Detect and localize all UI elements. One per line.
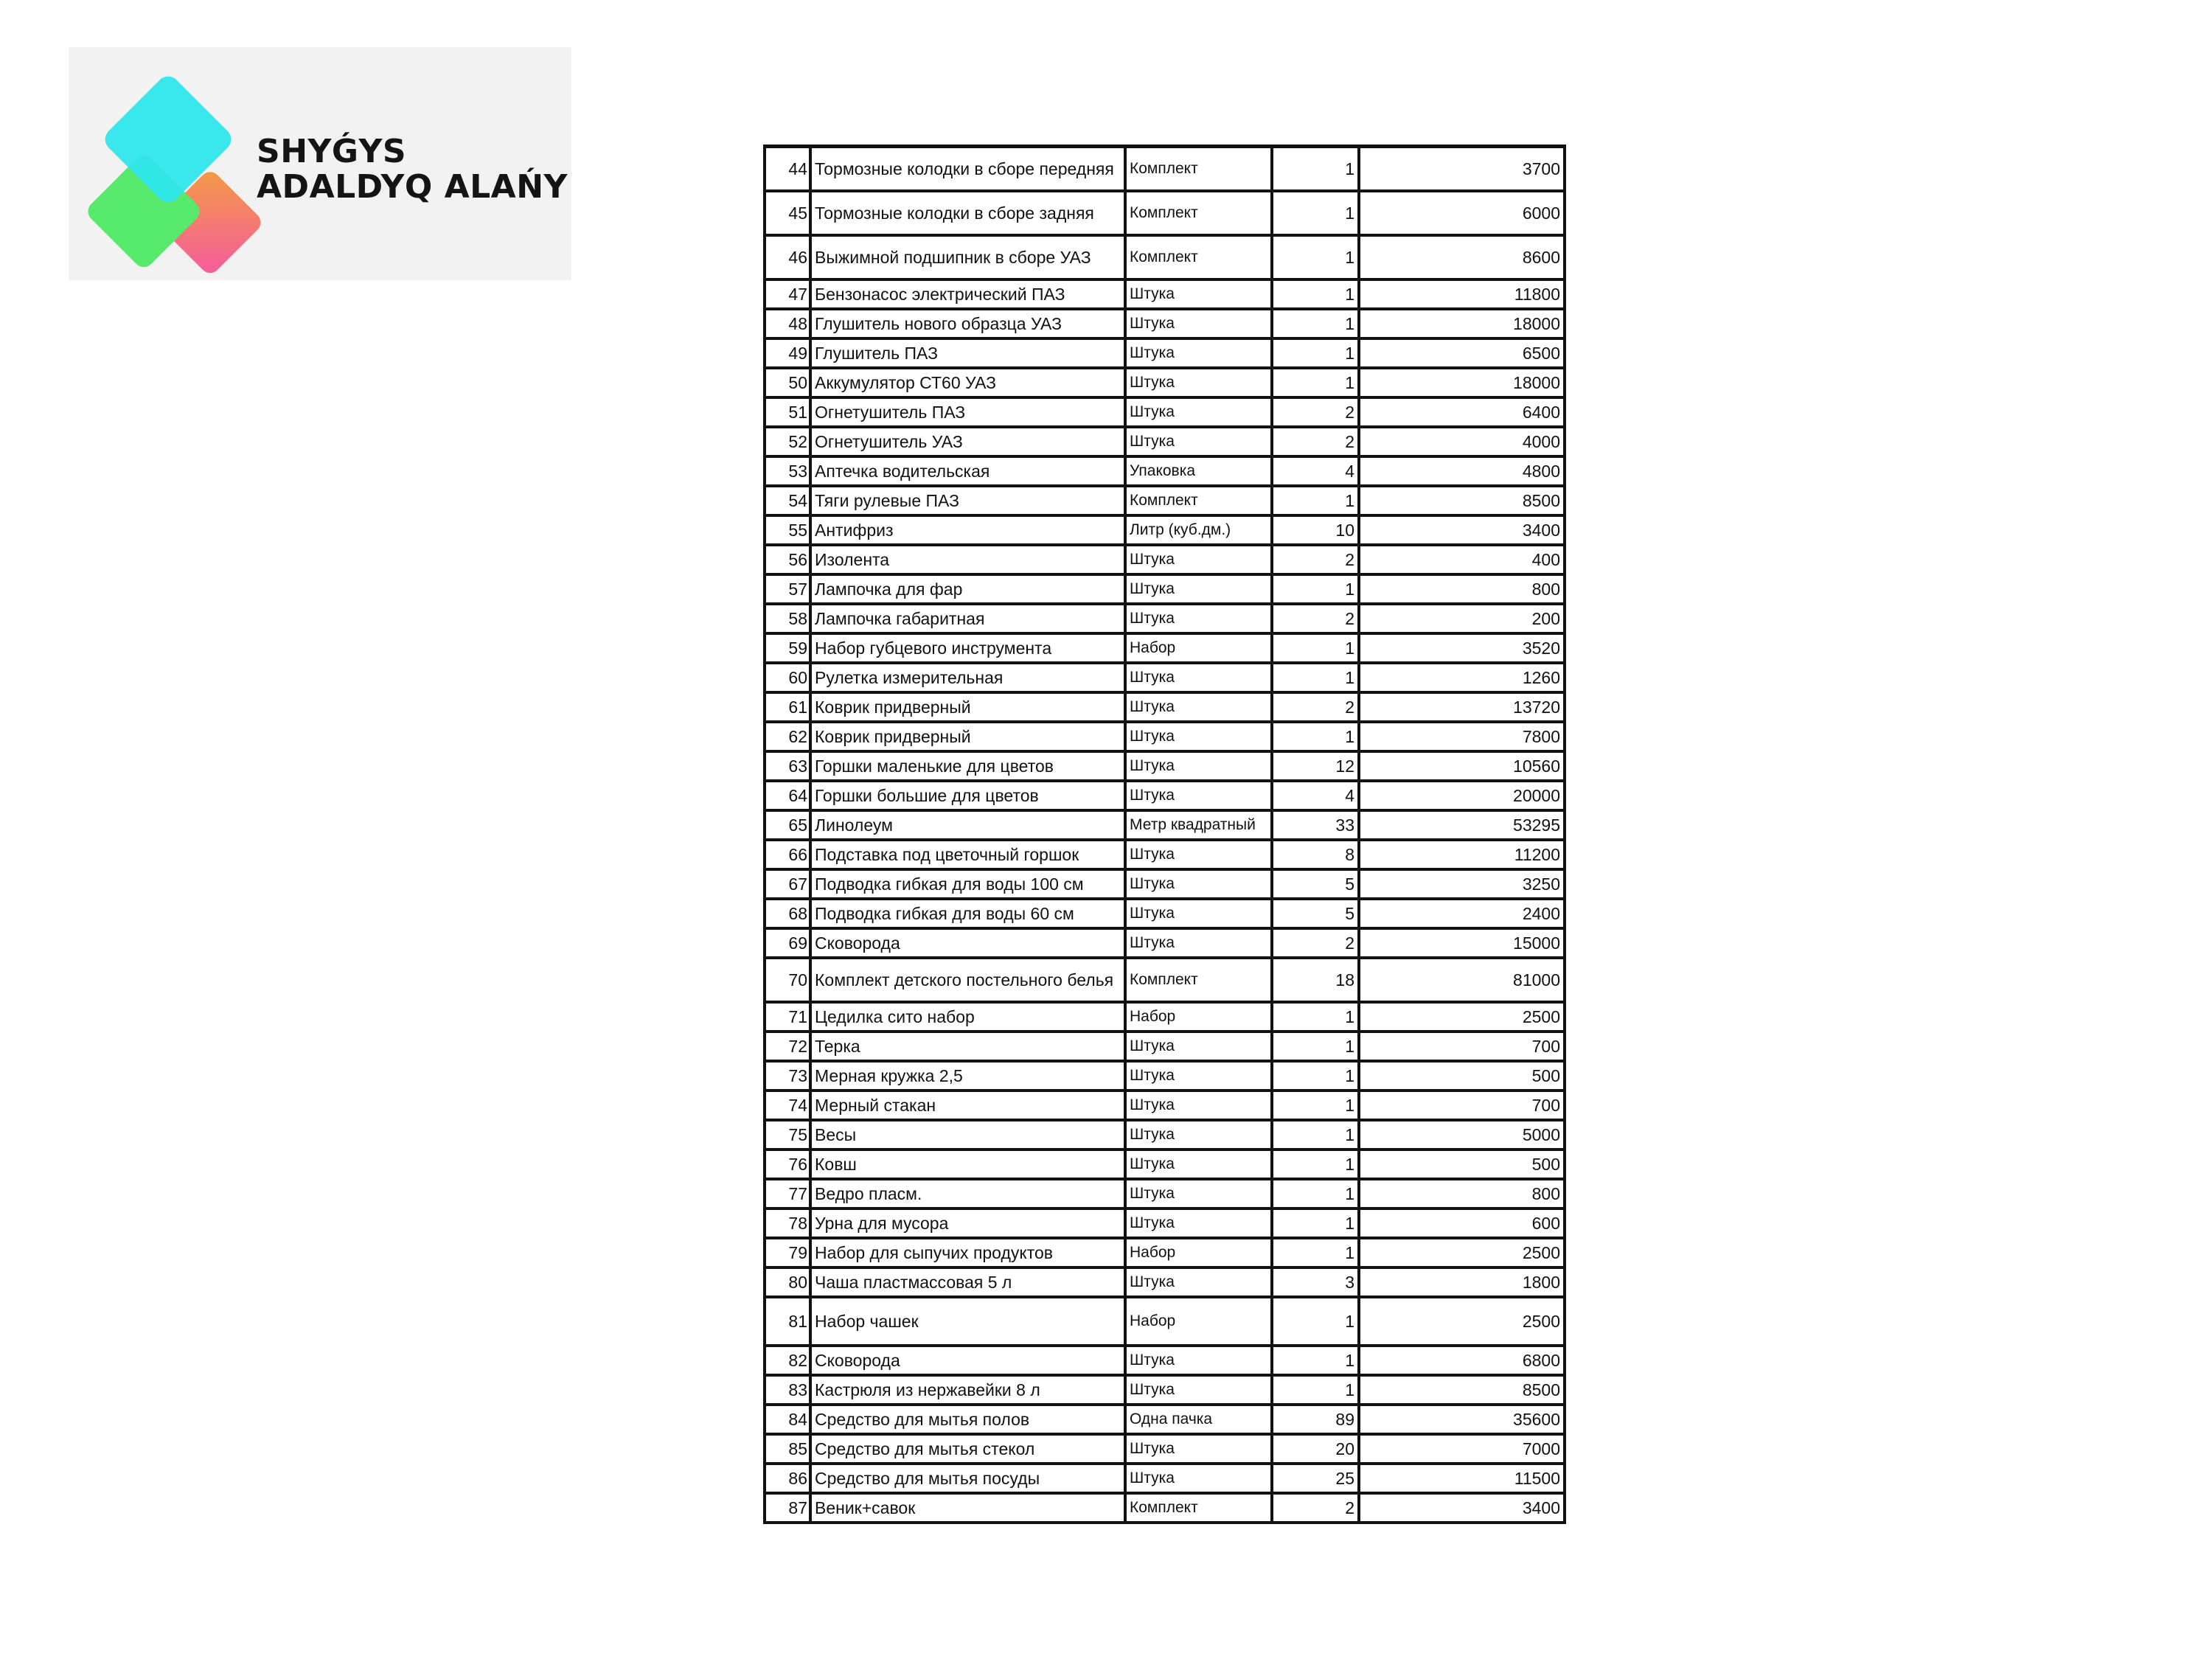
item-price: 2500: [1359, 1297, 1565, 1346]
item-name: Сковорода: [810, 928, 1125, 958]
item-name: Аптечка водительская: [810, 456, 1125, 486]
item-unit: Штука: [1125, 899, 1272, 928]
row-number: 68: [765, 899, 810, 928]
item-quantity: 2: [1272, 604, 1359, 633]
item-unit: Метр квадратный: [1125, 810, 1272, 840]
table-row: [765, 810, 1565, 840]
item-price: 1800: [1359, 1267, 1565, 1297]
item-price: 8500: [1359, 486, 1565, 515]
row-number: 64: [765, 781, 810, 810]
item-unit: Штука: [1125, 574, 1272, 604]
item-unit: Штука: [1125, 1464, 1272, 1493]
brand-logo: [69, 47, 571, 280]
item-price: 3250: [1359, 869, 1565, 899]
item-quantity: 18: [1272, 958, 1359, 1002]
item-unit: Штука: [1125, 722, 1272, 751]
item-quantity: 1: [1272, 235, 1359, 279]
item-name: Изолента: [810, 545, 1125, 574]
item-quantity: 5: [1272, 869, 1359, 899]
table-row: [765, 397, 1565, 427]
item-unit: Набор: [1125, 1297, 1272, 1346]
item-quantity: 8: [1272, 840, 1359, 869]
item-unit: Штука: [1125, 840, 1272, 869]
item-quantity: 1: [1272, 1346, 1359, 1375]
item-price: 11500: [1359, 1464, 1565, 1493]
item-quantity: 1: [1272, 1208, 1359, 1238]
table-row: [765, 899, 1565, 928]
item-price: 2500: [1359, 1238, 1565, 1267]
item-quantity: 1: [1272, 1150, 1359, 1179]
table-row: [765, 191, 1565, 235]
table-row: [765, 1434, 1565, 1464]
table-row: [765, 751, 1565, 781]
table-row: [765, 633, 1565, 663]
item-quantity: 2: [1272, 1493, 1359, 1523]
row-number: 61: [765, 692, 810, 722]
item-quantity: 2: [1272, 427, 1359, 456]
table-row: [765, 1208, 1565, 1238]
row-number: 56: [765, 545, 810, 574]
item-price: 3400: [1359, 1493, 1565, 1523]
item-name: Комплект детского постельного белья: [810, 958, 1125, 1002]
item-price: 18000: [1359, 309, 1565, 338]
table-row: [765, 1464, 1565, 1493]
item-price: 35600: [1359, 1405, 1565, 1434]
item-unit: Штука: [1125, 1120, 1272, 1150]
item-unit: Комплект: [1125, 486, 1272, 515]
item-quantity: 12: [1272, 751, 1359, 781]
item-unit: Штука: [1125, 397, 1272, 427]
table-row: [765, 486, 1565, 515]
item-price: 5000: [1359, 1120, 1565, 1150]
item-price: 6400: [1359, 397, 1565, 427]
item-name: Цедилка сито набор: [810, 1002, 1125, 1032]
table-row: [765, 663, 1565, 692]
item-unit: Штука: [1125, 1150, 1272, 1179]
row-number: 52: [765, 427, 810, 456]
item-price: 53295: [1359, 810, 1565, 840]
row-number: 81: [765, 1297, 810, 1346]
item-price: 600: [1359, 1208, 1565, 1238]
item-quantity: 1: [1272, 368, 1359, 397]
row-number: 85: [765, 1434, 810, 1464]
table-row: [765, 1346, 1565, 1375]
table-row: [765, 338, 1565, 368]
table-row: [765, 1405, 1565, 1434]
item-quantity: 1: [1272, 1120, 1359, 1150]
item-quantity: 1: [1272, 279, 1359, 309]
row-number: 82: [765, 1346, 810, 1375]
row-number: 75: [765, 1120, 810, 1150]
item-unit: Комплект: [1125, 147, 1272, 192]
item-unit: Штука: [1125, 751, 1272, 781]
item-quantity: 1: [1272, 309, 1359, 338]
row-number: 60: [765, 663, 810, 692]
item-name: Огнетушитель ПАЗ: [810, 397, 1125, 427]
logo-wordmark: [257, 134, 568, 205]
row-number: 58: [765, 604, 810, 633]
table-row: [765, 1375, 1565, 1405]
item-quantity: 2: [1272, 545, 1359, 574]
item-unit: Комплект: [1125, 235, 1272, 279]
item-price: 500: [1359, 1061, 1565, 1091]
item-name: Коврик придверный: [810, 722, 1125, 751]
item-unit: Штука: [1125, 781, 1272, 810]
row-number: 77: [765, 1179, 810, 1208]
table-row: [765, 309, 1565, 338]
item-price: 13720: [1359, 692, 1565, 722]
table-row: [765, 515, 1565, 545]
row-number: 44: [765, 147, 810, 192]
logo-line-1: SHYǴYS: [257, 133, 407, 170]
table-row: [765, 1032, 1565, 1061]
item-quantity: 5: [1272, 899, 1359, 928]
item-unit: Литр (куб.дм.): [1125, 515, 1272, 545]
item-unit: Штука: [1125, 368, 1272, 397]
row-number: 72: [765, 1032, 810, 1061]
item-name: Антифриз: [810, 515, 1125, 545]
item-price: 500: [1359, 1150, 1565, 1179]
row-number: 57: [765, 574, 810, 604]
table-row: [765, 692, 1565, 722]
table-row: [765, 781, 1565, 810]
item-unit: Штука: [1125, 663, 1272, 692]
item-unit: Штука: [1125, 1375, 1272, 1405]
table-row: [765, 958, 1565, 1002]
item-name: Горшки большие для цветов: [810, 781, 1125, 810]
item-name: Лампочка габаритная: [810, 604, 1125, 633]
item-quantity: 1: [1272, 1238, 1359, 1267]
table-row: [765, 1179, 1565, 1208]
item-name: Подводка гибкая для воды 60 см: [810, 899, 1125, 928]
row-number: 79: [765, 1238, 810, 1267]
row-number: 84: [765, 1405, 810, 1434]
row-number: 69: [765, 928, 810, 958]
table-row: [765, 1120, 1565, 1150]
table-row: [765, 235, 1565, 279]
item-price: 700: [1359, 1091, 1565, 1120]
item-name: Средство для мытья посуды: [810, 1464, 1125, 1493]
item-price: 200: [1359, 604, 1565, 633]
row-number: 50: [765, 368, 810, 397]
item-name: Чаша пластмассовая 5 л: [810, 1267, 1125, 1297]
item-unit: Комплект: [1125, 191, 1272, 235]
row-number: 55: [765, 515, 810, 545]
row-number: 65: [765, 810, 810, 840]
row-number: 66: [765, 840, 810, 869]
row-number: 47: [765, 279, 810, 309]
row-number: 46: [765, 235, 810, 279]
item-name: Набор для сыпучих продуктов: [810, 1238, 1125, 1267]
item-unit: Упаковка: [1125, 456, 1272, 486]
item-quantity: 1: [1272, 147, 1359, 192]
table-row: [765, 1150, 1565, 1179]
item-unit: Штука: [1125, 1434, 1272, 1464]
row-number: 59: [765, 633, 810, 663]
item-quantity: 1: [1272, 1002, 1359, 1032]
item-unit: Одна пачка: [1125, 1405, 1272, 1434]
item-unit: Штука: [1125, 1032, 1272, 1061]
item-quantity: 1: [1272, 191, 1359, 235]
table-row: [765, 604, 1565, 633]
item-name: Урна для мусора: [810, 1208, 1125, 1238]
item-unit: Комплект: [1125, 1493, 1272, 1523]
item-price: 6800: [1359, 1346, 1565, 1375]
item-unit: Набор: [1125, 1002, 1272, 1032]
item-price: 400: [1359, 545, 1565, 574]
item-quantity: 1: [1272, 338, 1359, 368]
item-quantity: 1: [1272, 574, 1359, 604]
item-quantity: 89: [1272, 1405, 1359, 1434]
item-name: Тяги рулевые ПАЗ: [810, 486, 1125, 515]
item-price: 11200: [1359, 840, 1565, 869]
table-row: [765, 456, 1565, 486]
item-quantity: 2: [1272, 692, 1359, 722]
item-unit: Штука: [1125, 427, 1272, 456]
item-name: Сковорода: [810, 1346, 1125, 1375]
item-name: Лампочка для фар: [810, 574, 1125, 604]
item-name: Мерная кружка 2,5: [810, 1061, 1125, 1091]
item-unit: Набор: [1125, 1238, 1272, 1267]
item-quantity: 1: [1272, 1032, 1359, 1061]
item-name: Рулетка измерительная: [810, 663, 1125, 692]
row-number: 71: [765, 1002, 810, 1032]
item-unit: Штука: [1125, 1346, 1272, 1375]
row-number: 62: [765, 722, 810, 751]
item-quantity: 20: [1272, 1434, 1359, 1464]
table-row: [765, 1091, 1565, 1120]
row-number: 48: [765, 309, 810, 338]
item-quantity: 1: [1272, 663, 1359, 692]
item-price: 2500: [1359, 1002, 1565, 1032]
row-number: 49: [765, 338, 810, 368]
item-unit: Набор: [1125, 633, 1272, 663]
item-price: 4800: [1359, 456, 1565, 486]
item-price: 18000: [1359, 368, 1565, 397]
row-number: 51: [765, 397, 810, 427]
item-name: Бензонасос электрический ПАЗ: [810, 279, 1125, 309]
item-name: Тормозные колодки в сборе передняя: [810, 147, 1125, 192]
item-quantity: 1: [1272, 1061, 1359, 1091]
item-quantity: 33: [1272, 810, 1359, 840]
item-unit: Штука: [1125, 692, 1272, 722]
row-number: 74: [765, 1091, 810, 1120]
item-quantity: 2: [1272, 397, 1359, 427]
row-number: 45: [765, 191, 810, 235]
item-quantity: 1: [1272, 1179, 1359, 1208]
item-price: 700: [1359, 1032, 1565, 1061]
item-price: 15000: [1359, 928, 1565, 958]
item-price: 8600: [1359, 235, 1565, 279]
item-price: 3400: [1359, 515, 1565, 545]
item-quantity: 4: [1272, 781, 1359, 810]
row-number: 86: [765, 1464, 810, 1493]
item-unit: Штука: [1125, 279, 1272, 309]
item-name: Веник+савок: [810, 1493, 1125, 1523]
table-row: [765, 279, 1565, 309]
item-unit: Штука: [1125, 1208, 1272, 1238]
item-name: Глушитель нового образца УАЗ: [810, 309, 1125, 338]
item-name: Ведро пласм.: [810, 1179, 1125, 1208]
item-quantity: 1: [1272, 486, 1359, 515]
item-quantity: 2: [1272, 928, 1359, 958]
row-number: 67: [765, 869, 810, 899]
item-quantity: 3: [1272, 1267, 1359, 1297]
item-unit: Штука: [1125, 1061, 1272, 1091]
table-row: [765, 869, 1565, 899]
item-unit: Штука: [1125, 1091, 1272, 1120]
row-number: 83: [765, 1375, 810, 1405]
item-name: Набор губцевого инструмента: [810, 633, 1125, 663]
item-price: 10560: [1359, 751, 1565, 781]
item-unit: Штука: [1125, 928, 1272, 958]
item-name: Огнетушитель УАЗ: [810, 427, 1125, 456]
table-row: [765, 574, 1565, 604]
item-unit: Штука: [1125, 1267, 1272, 1297]
table-row: [765, 722, 1565, 751]
row-number: 70: [765, 958, 810, 1002]
table-row: [765, 368, 1565, 397]
item-price: 6500: [1359, 338, 1565, 368]
item-price: 3520: [1359, 633, 1565, 663]
items-table: [763, 145, 1566, 1524]
item-price: 1260: [1359, 663, 1565, 692]
item-unit: Штука: [1125, 545, 1272, 574]
item-unit: Штука: [1125, 869, 1272, 899]
item-name: Ковш: [810, 1150, 1125, 1179]
item-unit: Комплект: [1125, 958, 1272, 1002]
table-row: [765, 147, 1565, 192]
table-row: [765, 545, 1565, 574]
table-row: [765, 427, 1565, 456]
item-name: Средство для мытья стекол: [810, 1434, 1125, 1464]
item-price: 8500: [1359, 1375, 1565, 1405]
item-name: Тормозные колодки в сборе задняя: [810, 191, 1125, 235]
item-unit: Штука: [1125, 309, 1272, 338]
item-price: 4000: [1359, 427, 1565, 456]
item-name: Терка: [810, 1032, 1125, 1061]
row-number: 80: [765, 1267, 810, 1297]
table-row: [765, 1493, 1565, 1523]
item-price: 7000: [1359, 1434, 1565, 1464]
item-name: Линолеум: [810, 810, 1125, 840]
table-row: [765, 928, 1565, 958]
row-number: 73: [765, 1061, 810, 1091]
item-price: 800: [1359, 574, 1565, 604]
item-name: Выжимной подшипник в сборе УАЗ: [810, 235, 1125, 279]
table-row: [765, 840, 1565, 869]
item-quantity: 1: [1272, 1297, 1359, 1346]
table-row: [765, 1297, 1565, 1346]
item-unit: Штука: [1125, 1179, 1272, 1208]
item-name: Мерный стакан: [810, 1091, 1125, 1120]
item-name: Подводка гибкая для воды 100 см: [810, 869, 1125, 899]
item-price: 2400: [1359, 899, 1565, 928]
item-price: 7800: [1359, 722, 1565, 751]
item-name: Средство для мытья полов: [810, 1405, 1125, 1434]
row-number: 54: [765, 486, 810, 515]
item-price: 20000: [1359, 781, 1565, 810]
table-row: [765, 1061, 1565, 1091]
item-name: Горшки маленькие для цветов: [810, 751, 1125, 781]
item-quantity: 1: [1272, 1375, 1359, 1405]
item-unit: Штука: [1125, 338, 1272, 368]
item-quantity: 1: [1272, 1091, 1359, 1120]
item-name: Набор чашек: [810, 1297, 1125, 1346]
item-name: Кастрюля из нержавейки 8 л: [810, 1375, 1125, 1405]
item-quantity: 1: [1272, 633, 1359, 663]
item-unit: Штука: [1125, 604, 1272, 633]
item-price: 3700: [1359, 147, 1565, 192]
row-number: 63: [765, 751, 810, 781]
item-name: Глушитель ПАЗ: [810, 338, 1125, 368]
item-name: Коврик придверный: [810, 692, 1125, 722]
item-price: 81000: [1359, 958, 1565, 1002]
item-name: Весы: [810, 1120, 1125, 1150]
table-row: [765, 1267, 1565, 1297]
item-name: Подставка под цветочный горшок: [810, 840, 1125, 869]
item-quantity: 25: [1272, 1464, 1359, 1493]
table-row: [765, 1238, 1565, 1267]
logo-line-2: ADALDYQ ALAŃY: [257, 168, 568, 206]
items-table-body: [765, 147, 1565, 1523]
row-number: 53: [765, 456, 810, 486]
item-price: 11800: [1359, 279, 1565, 309]
item-quantity: 4: [1272, 456, 1359, 486]
item-quantity: 10: [1272, 515, 1359, 545]
row-number: 78: [765, 1208, 810, 1238]
item-price: 800: [1359, 1179, 1565, 1208]
row-number: 76: [765, 1150, 810, 1179]
item-name: Аккумулятор СТ60 УАЗ: [810, 368, 1125, 397]
table-row: [765, 1002, 1565, 1032]
row-number: 87: [765, 1493, 810, 1523]
item-quantity: 1: [1272, 722, 1359, 751]
item-price: 6000: [1359, 191, 1565, 235]
